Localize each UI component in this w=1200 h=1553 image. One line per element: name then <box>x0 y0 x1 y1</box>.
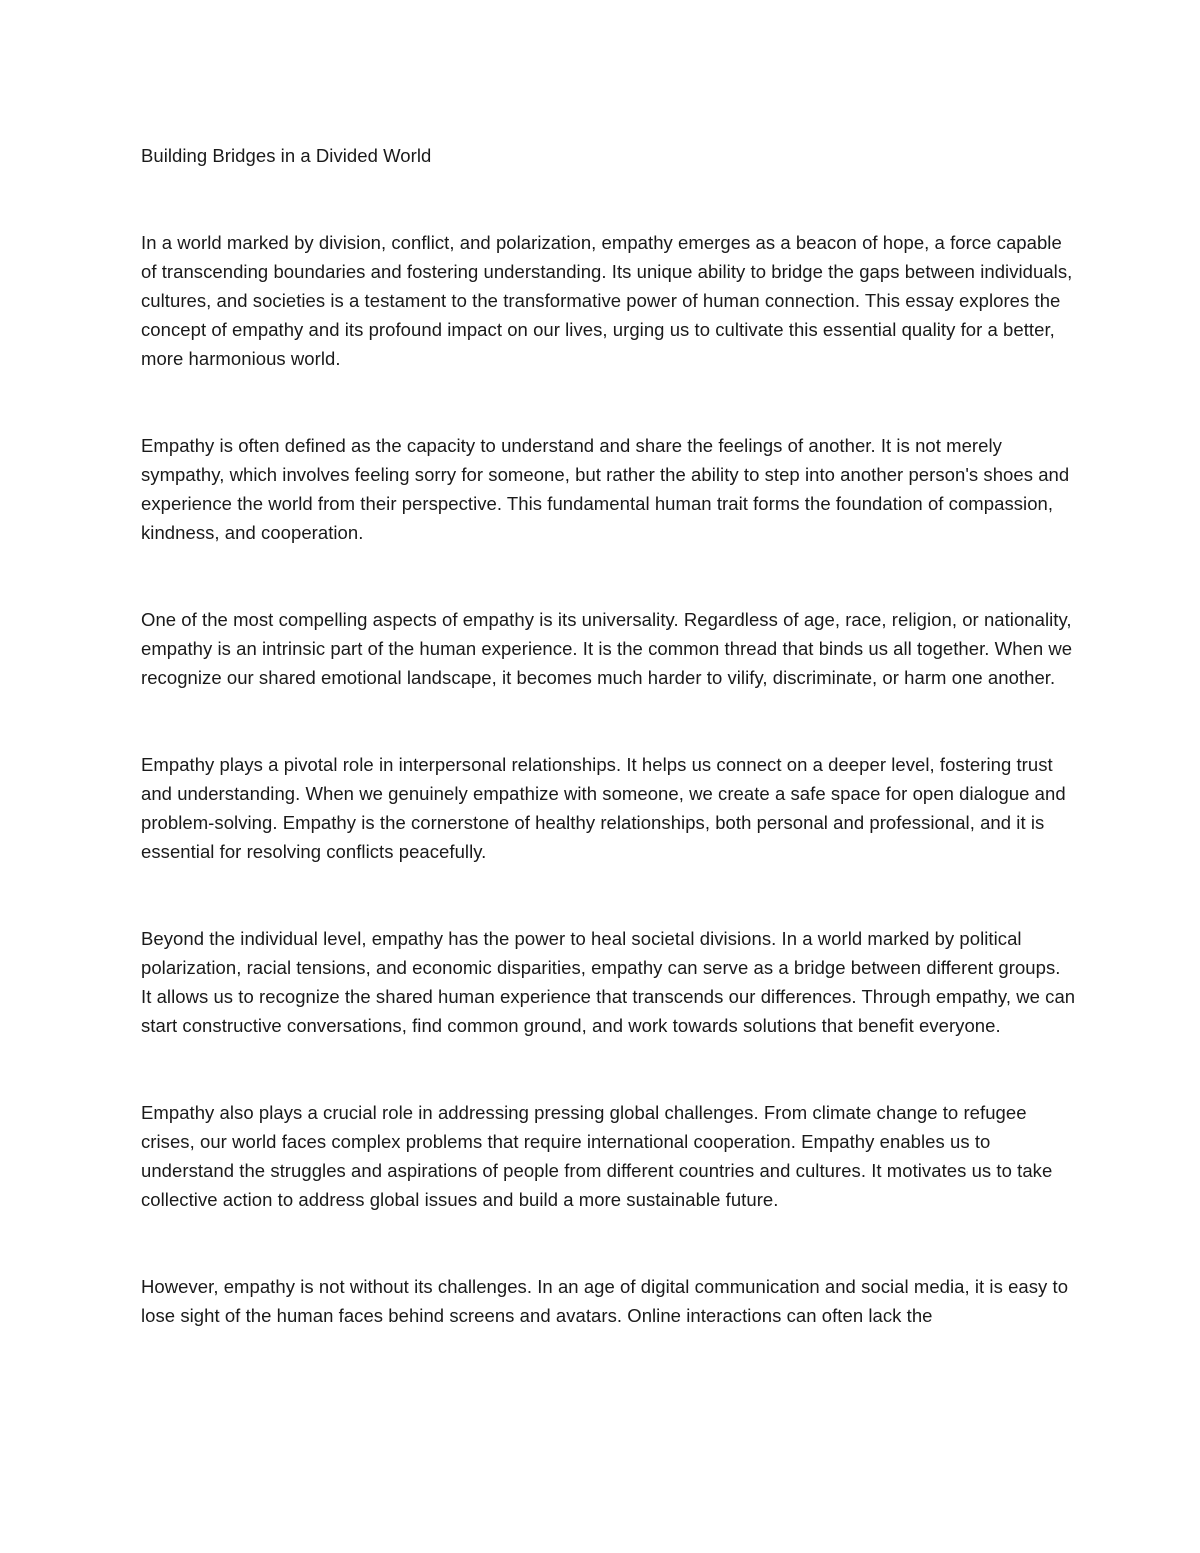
paragraph-4: Empathy plays a pivotal role in interpersonal relationships. It helps us connect on a deeper level, fostering trust and understanding. When we genuinely empathize with someone, we create a safe space for open dialogue and problem-solving. Empathy is the cornerstone of healthy relationships, both personal and professional, and it is essential for resolving conflicts peacefully. <box>141 754 1066 862</box>
document-title: Building Bridges in a Divided World <box>141 145 432 166</box>
paragraph-5: Beyond the individual level, empathy has the power to heal societal divisions. In a world marked by political polarization, racial tensions, and economic disparities, empathy can serve as a bridge between different groups. It allows us to recognize the shared human experience that transcends our differences. Through empathy, we can start constructive conversations, find common ground, and work towards solutions that benefit everyone. <box>141 928 1076 1036</box>
document-body <box>141 141 1076 1330</box>
paragraph-6: Empathy also plays a crucial role in addressing pressing global challenges. From climate change to refugee crises, our world faces complex problems that require international cooperation. Empathy enables us to understand the struggles and aspirations of people from different countries and cultures. It motivates us to take collective action to address global issues and build a more sustainable future. <box>141 1102 1053 1210</box>
paragraph-1: In a world marked by division, conflict, and polarization, empathy emerges as a beacon of hope, a force capable of transcending boundaries and fostering understanding. Its unique ability to bridge the gaps between individuals, cultures, and societies is a testament to the transformative power of human connection. This essay explores the concept of empathy and its profound impact on our lives, urging us to cultivate this essential quality for a better, more harmonious world. <box>141 232 1073 369</box>
paragraph-3: One of the most compelling aspects of empathy is its universality. Regardless of age, race, religion, or nationality, empathy is an intrinsic part of the human experience. It is the common thread that binds us all together. When we recognize our shared emotional landscape, it becomes much harder to vilify, discriminate, or harm one another. <box>141 609 1073 688</box>
paragraph-2: Empathy is often defined as the capacity to understand and share the feelings of another. It is not merely sympathy, which involves feeling sorry for someone, but rather the ability to step into another person's shoes and experience the world from their perspective. This fundamental human trait forms the foundation of compassion, kindness, and cooperation. <box>141 435 1070 543</box>
paragraph-7: However, empathy is not without its challenges. In an age of digital communication and social media, it is easy to lose sight of the human faces behind screens and avatars. Online interactions can often lack the <box>141 1276 1069 1326</box>
